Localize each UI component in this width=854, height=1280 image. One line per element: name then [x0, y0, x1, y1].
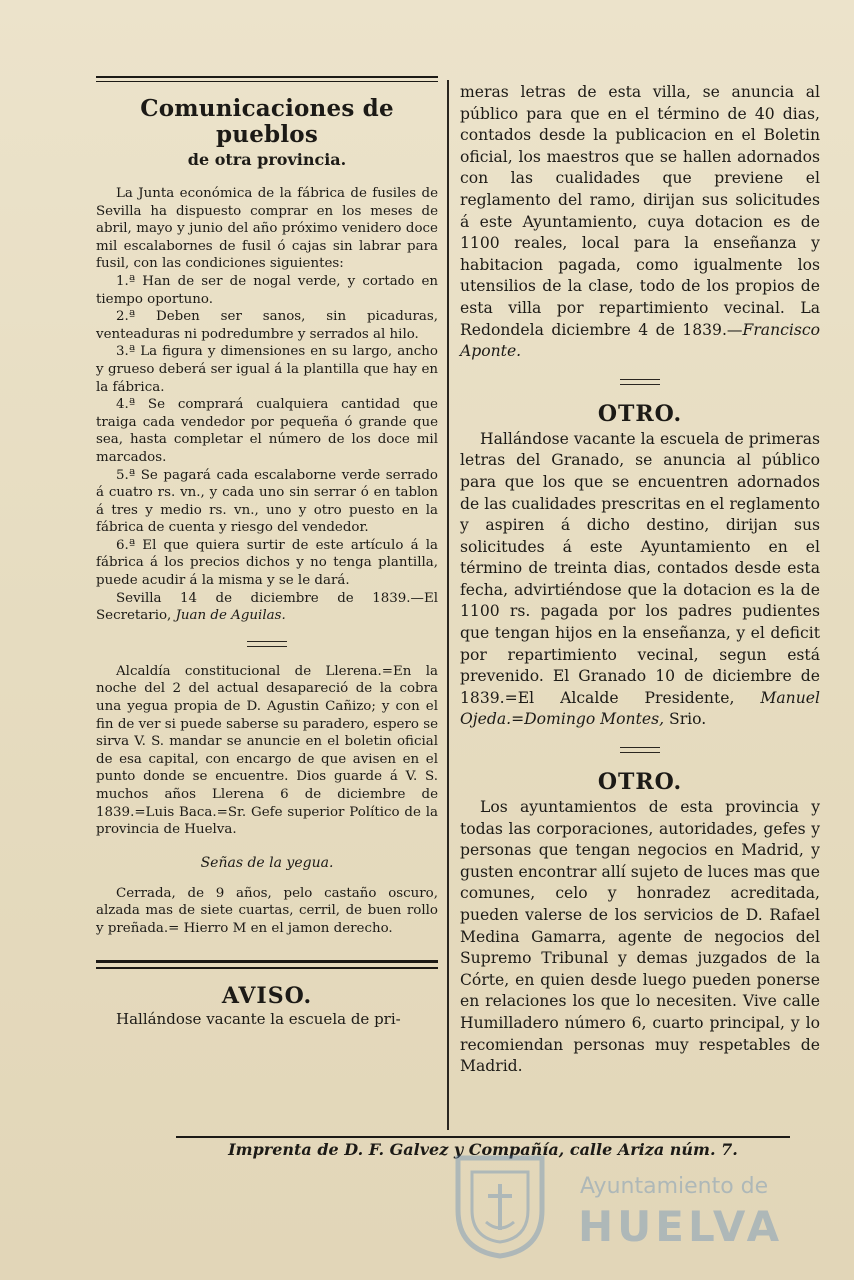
aviso-rule [96, 960, 438, 969]
left-column [96, 76, 438, 1028]
otro-heading-2: OTRO. [597, 769, 683, 796]
senas-heading: Señas de la yegua. [200, 854, 334, 871]
spacer [96, 938, 438, 960]
otro-notice-1 [460, 429, 820, 731]
watermark-line-2: HUELVA [578, 1202, 784, 1251]
otro-heading-1: OTRO. [597, 400, 683, 427]
llerena-notice: Alcaldía constitucional de Llerena.=En la noche del 2 del actual desapareció de la cobra una yegua propia de D. Agustin Cañizo; y con el fin de ver si puede saberse su paradero, espero se sirva V. S. mandar se anuncie en el boletin oficial de esa capital, con encargo de que avisen en el punto donde se encuentre. Dios guarde á V. S. muchos años Llerena 6 de diciembre de 1839.=Luis Baca.=Sr. Gefe superior Político de la provincia de Huelva. [96, 663, 438, 838]
junta-closing [96, 590, 438, 625]
separator [620, 747, 660, 753]
condition-5: 5.ª Se pagará cada escalaborne verde serrado á cuatro rs. vn., y cada uno sin serrar ó en tablon á tres y medio rs. vn., uno y otro puesto en la fábrica de cuenta y riesgo del vendedor. [96, 467, 438, 536]
top-rule [96, 76, 438, 82]
aviso-signature: Francisco Aponte. [460, 320, 820, 361]
condition-2: 2.ª Deben ser sanos, sin picaduras, venteaduras ni podredumbre y serrados al hilo. [96, 309, 438, 342]
otro-1-text: Hallándose vacante la escuela de primeras letras del Granado, se anuncia al público para que los que se encuentren adornados de las cualidades prescritas en el reglamento y aspiren á dicho destino, dirijan sus solicitudes á este Ayuntamiento en el término de treinta dias, contados desde esta fecha, advirtiéndose que la dotacion es la de 1100 rs. pagada por los padres pudientes que tengan hijos en la enseñanza, y el deficit por repartimiento vecinal, segun está prevenido. El Granado 10 de diciembre de 1839.=El Alcalde Presidente, [460, 429, 820, 707]
watermark-line-1: Ayuntamiento de [580, 1174, 769, 1199]
column-divider [447, 80, 449, 1130]
aviso-start: Hallándose vacante la escuela de pri- [116, 1009, 401, 1028]
section-subheading: de otra provincia. [187, 150, 347, 169]
junta-intro: La Junta económica de la fábrica de fusiles de Sevilla ha dispuesto comprar en los meses de abril, mayo y junio del año próximo venidero doce mil escalabornes de fusil ó cajas sin labrar para fusil, con las condiciones siguientes: [96, 186, 438, 272]
otro-1-role: Srio. [669, 710, 707, 729]
condition-1: 1.ª Han de ser de nogal verde, y cortado en tiempo oportuno. [96, 273, 438, 307]
separator [620, 379, 660, 385]
condition-3: 3.ª La figura y dimensiones en su largo, ancho y grueso deberá ser igual á la plantilla que hay en la fábrica. [96, 344, 438, 395]
condition-6: 6.ª El que quiera surtir de este artículo á la fábrica á los precios dichos y no tenga plantilla, puede acudir á la misma y se le dará. [96, 537, 438, 589]
aviso-continued-text: meras letras de esta villa, se anuncia al público para que en el término de 40 dias, contados desde la publicacion en el Boletin oficial, los maestros que se hallen adornados con las cualidades que previene el reglamento del ramo, dirijan sus solicitudes á este Ayuntamiento, cuya dotacion es de 1100 reales, local para la enseñanza y habitacion pagada, como igualmente los utensilios de la clase, todo de los propios de esta villa por repartimiento vecinal. La Redondela diciembre 4 de 1839.— [460, 83, 820, 339]
right-column [460, 82, 820, 1078]
aviso-continued [460, 82, 820, 363]
condition-4: 4.ª Se comprará cualquiera cantidad que traiga cada vendedor por pequeña ó grande que sea, hasta completar el número de los doce mil marcados. [96, 397, 438, 465]
section-heading: Comunicaciones de pueblos [140, 95, 394, 148]
aviso-heading: AVISO. [221, 982, 313, 1009]
separator [247, 641, 287, 647]
junta-signature: Juan de Aguilas. [175, 608, 286, 624]
senas-text: Cerrada, de 9 años, pelo castaño oscuro, alzada mas de siete cuartas, cerril, de buen rollo y preñada.= Hierro M en el jamon derecho. [96, 885, 438, 936]
junta-closing-text: Sevilla 14 de diciembre de 1839.—El Secretario, [96, 590, 438, 624]
otro-1-signature: Manuel Ojeda.=Domingo Montes, [460, 688, 820, 729]
city-crest-icon [450, 1150, 550, 1260]
imprint-line: Imprenta de D. F. Galvez y Compañía, calle Ariza núm. 7. [228, 1140, 738, 1159]
ayuntamiento-watermark [450, 1150, 850, 1270]
otro-notice-2: Los ayuntamientos de esta provincia y todas las corporaciones, autoridades, gefes y personas que tengan negocios en Madrid, y gusten encontrar allí sujeto de luces mas que comunes, celo y honradez acreditada, pueden valerse de los servicios de D. Rafael Medina Gamarra, agente de negocios del Supremo Tribunal y demas juzgados de la Córte, en quien desde luego pueden ponerse en relaciones los que lo necesiten. Vive calle Humilladero número 6, cuarto principal, y lo recomiendan personas muy respetables de Madrid. [460, 798, 820, 1076]
footer-rule [176, 1136, 790, 1138]
